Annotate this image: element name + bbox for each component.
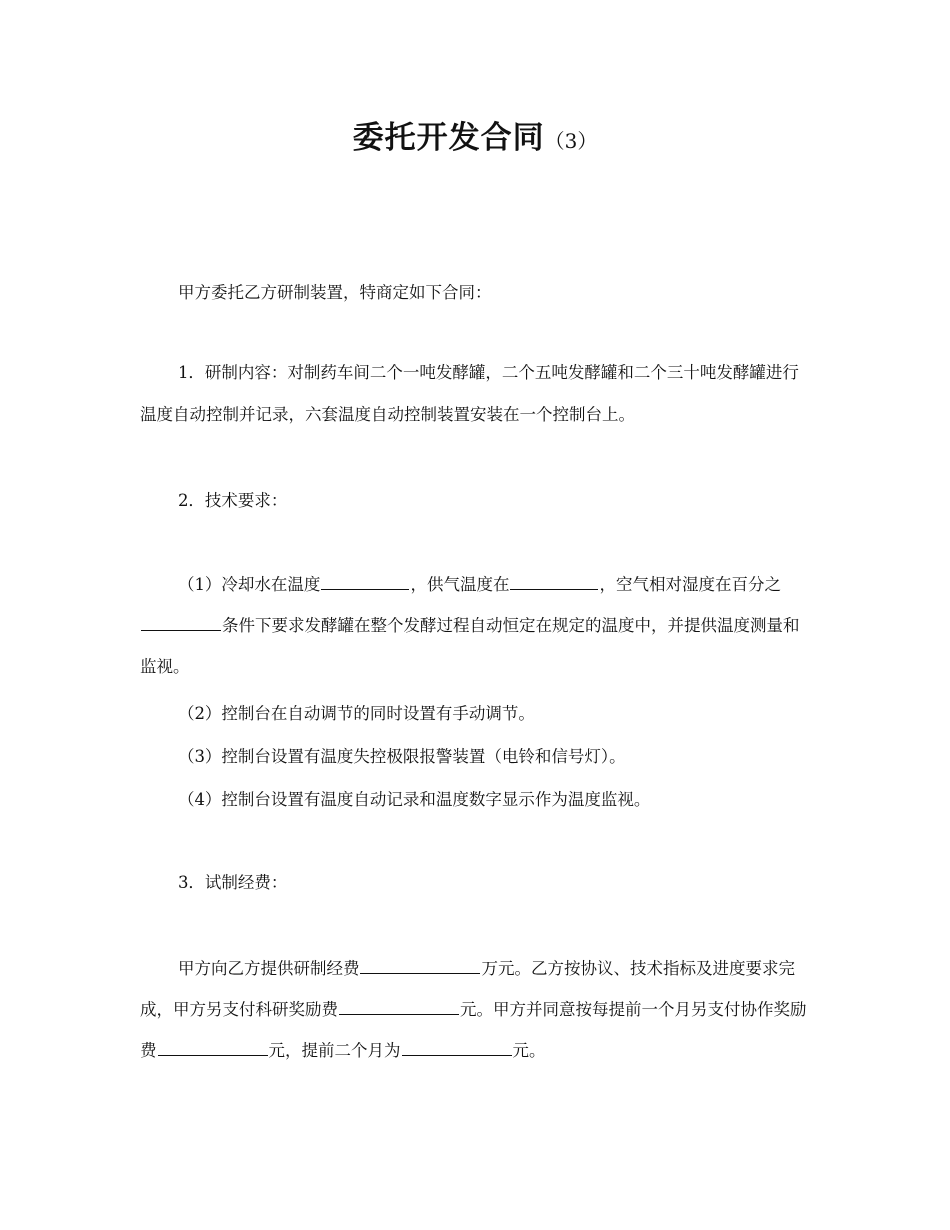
section-3-body — [140, 948, 812, 1071]
one-month-award-blank — [158, 1039, 268, 1057]
section-3-heading: 3．试制经费： — [177, 873, 288, 892]
two-month-award-blank — [402, 1039, 512, 1057]
section-2-items — [140, 564, 812, 687]
section-2-subitems — [140, 692, 812, 821]
document-title — [0, 112, 950, 157]
section-1-paragraph: 1．研制内容：对制药车间二个一吨发酵罐，二个五吨发酵罐和二个三十吨发酵罐进行温度自动控制并记录，六套温度自动控制装置安装在一个控制台上。 — [140, 363, 799, 424]
tech-item-3: （3）控制台设置有温度失控极限报警装置（电铃和信号灯）。 — [177, 747, 626, 766]
section-2-heading: 2．技术要求： — [177, 491, 288, 510]
funding-part-e: 元。 — [512, 1041, 546, 1060]
cooling-water-temp-blank — [321, 573, 409, 591]
section-2-heading-block — [140, 480, 812, 521]
air-supply-temp-blank — [510, 573, 598, 591]
tech-item-1-part-c: ，空气相对湿度在百分之 — [599, 575, 781, 594]
title-suffix: （3） — [544, 129, 598, 153]
funding-part-d: 元，提前二个月为 — [268, 1041, 401, 1060]
title-main: 委托开发合同 — [352, 120, 545, 156]
intro-block — [140, 272, 812, 313]
funding-part-b: 万元。乙方按协议、技术指标及进度要求完成，甲方另支付科研奖励费 — [140, 959, 795, 1019]
section-3-heading-block — [140, 862, 812, 903]
intro-paragraph: 甲方委托乙方研制装置，特商定如下合同： — [177, 283, 492, 302]
funding-paragraph — [140, 948, 812, 1071]
section-1-block — [140, 352, 812, 436]
tech-item-1 — [140, 564, 812, 687]
tech-item-1-part-a: （1）冷却水在温度 — [177, 575, 321, 594]
tech-item-2: （2）控制台在自动调节的同时设置有手动调节。 — [177, 704, 535, 723]
funding-part-c: 元。甲方并同意按每提前一个月另支付协作奖励费 — [140, 1000, 807, 1060]
funding-part-a: 甲方向乙方提供研制经费 — [177, 959, 360, 978]
tech-item-4: （4）控制台设置有温度自动记录和温度数字显示作为温度监视。 — [177, 790, 651, 809]
research-funding-blank — [360, 957, 480, 975]
tech-item-1-part-d: 条件下要求发酵罐在整个发酵过程自动恒定在规定的温度中，并提供温度测量和监视。 — [140, 616, 800, 676]
tech-item-1-part-b: ，供气温度在 — [410, 575, 510, 594]
humidity-percent-blank — [141, 614, 221, 632]
research-award-blank — [339, 998, 459, 1016]
